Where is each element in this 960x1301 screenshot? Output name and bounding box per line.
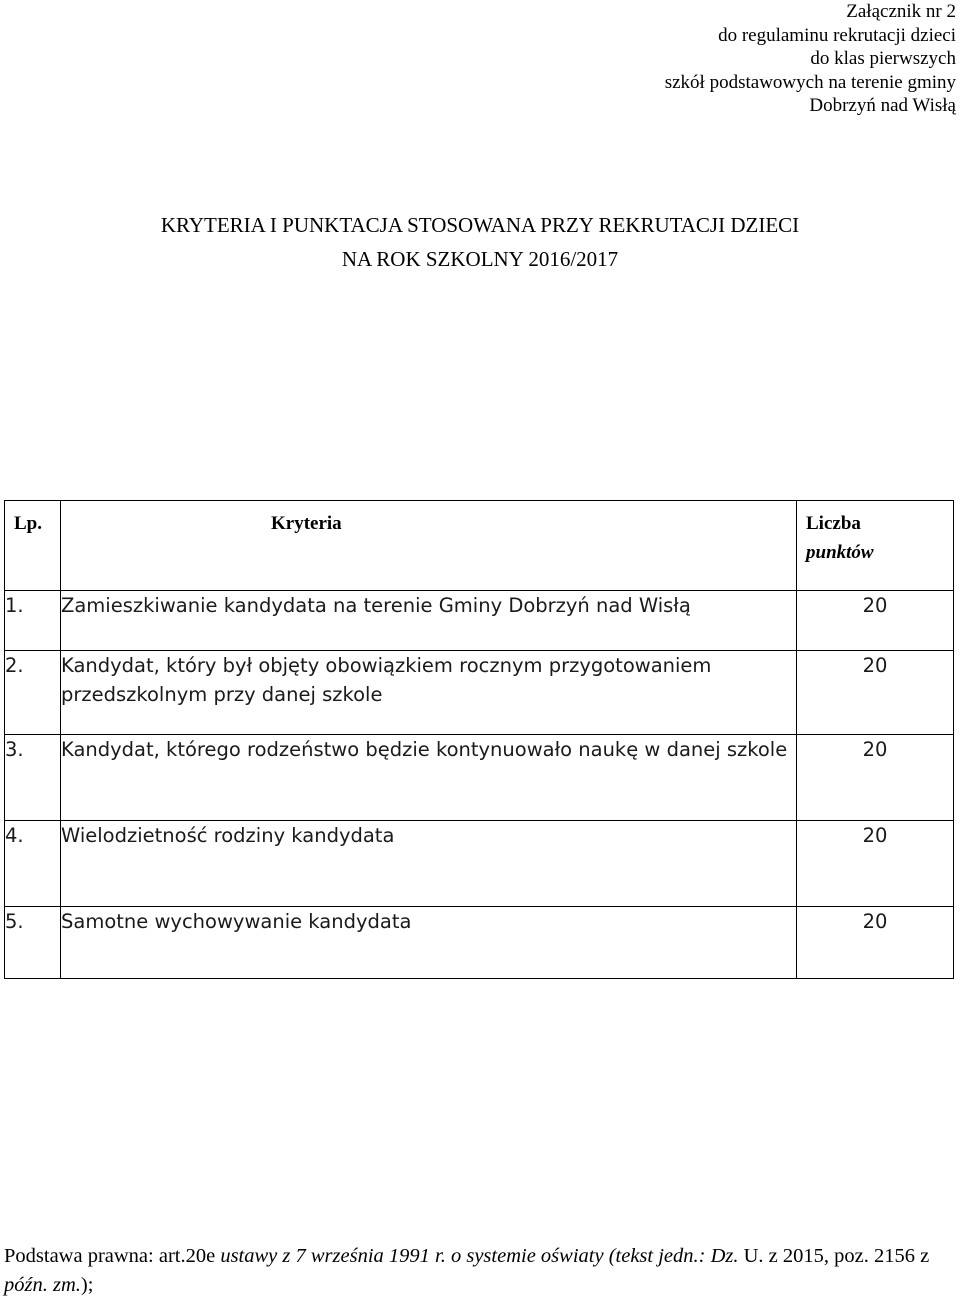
annex-line: do klas pierwszych bbox=[810, 48, 956, 69]
table-row bbox=[5, 651, 954, 735]
row-lp: 3. bbox=[5, 735, 61, 821]
annex-line: do regulaminu rekrutacji dzieci bbox=[718, 24, 956, 46]
row-criterion: Samotne wychowywanie kandydata bbox=[61, 907, 797, 979]
table-row bbox=[5, 735, 954, 821]
row-criterion: Wielodzietność rodziny kandydata bbox=[61, 821, 797, 907]
document-title bbox=[0, 208, 960, 276]
row-criterion: Kandydat, który był objęty obowiązkiem rocznym przygotowaniem przedszkolnym przy danej szkole bbox=[61, 651, 797, 735]
row-points: 20 bbox=[797, 821, 954, 907]
criteria-table bbox=[4, 500, 954, 979]
row-points: 20 bbox=[797, 651, 954, 735]
row-points: 20 bbox=[797, 735, 954, 821]
title-line: NA ROK SZKOLNY 2016/2017 bbox=[341, 247, 619, 271]
table-row bbox=[5, 591, 954, 651]
row-lp: 1. bbox=[5, 591, 61, 651]
annex-header bbox=[665, 0, 956, 118]
row-points: 20 bbox=[797, 907, 954, 979]
header-points-line1: Liczba bbox=[806, 513, 861, 534]
annex-line: Załącznik nr 2 bbox=[846, 1, 956, 22]
annex-line: szkół podstawowych na terenie gminy bbox=[664, 71, 956, 93]
legal-basis-footer bbox=[4, 1242, 954, 1300]
header-lp: Lp. bbox=[5, 501, 61, 591]
row-points: 20 bbox=[797, 591, 954, 651]
footer-text: U. z 2015, poz. 2156 z bbox=[738, 1245, 930, 1267]
row-lp: 4. bbox=[5, 821, 61, 907]
header-points-line2: punktów bbox=[806, 542, 874, 563]
row-criterion: Kandydat, którego rodzeństwo będzie kontynuowało naukę w danej szkole bbox=[61, 735, 797, 821]
annex-line: Dobrzyń nad Wisłą bbox=[809, 95, 956, 116]
header-criteria: Kryteria bbox=[61, 501, 797, 591]
title-line: KRYTERIA I PUNKTACJA STOSOWANA PRZY REKRUTACJI DZIECI bbox=[160, 213, 800, 237]
header-points bbox=[797, 501, 954, 591]
row-criterion: Zamieszkiwanie kandydata na terenie Gminy Dobrzyń nad Wisłą bbox=[61, 591, 797, 651]
footer-text-italic: ustawy z 7 września 1991 r. o systemie oświaty (tekst jedn.: Dz. bbox=[220, 1245, 739, 1267]
row-lp: 2. bbox=[5, 651, 61, 735]
row-lp: 5. bbox=[5, 907, 61, 979]
footer-text-italic: późn. zm. bbox=[4, 1274, 81, 1296]
footer-text: ); bbox=[80, 1274, 94, 1296]
table-row bbox=[5, 821, 954, 907]
footer-text: Podstawa prawna: art.20e bbox=[4, 1245, 221, 1267]
table-row bbox=[5, 907, 954, 979]
table-header-row bbox=[5, 501, 954, 591]
